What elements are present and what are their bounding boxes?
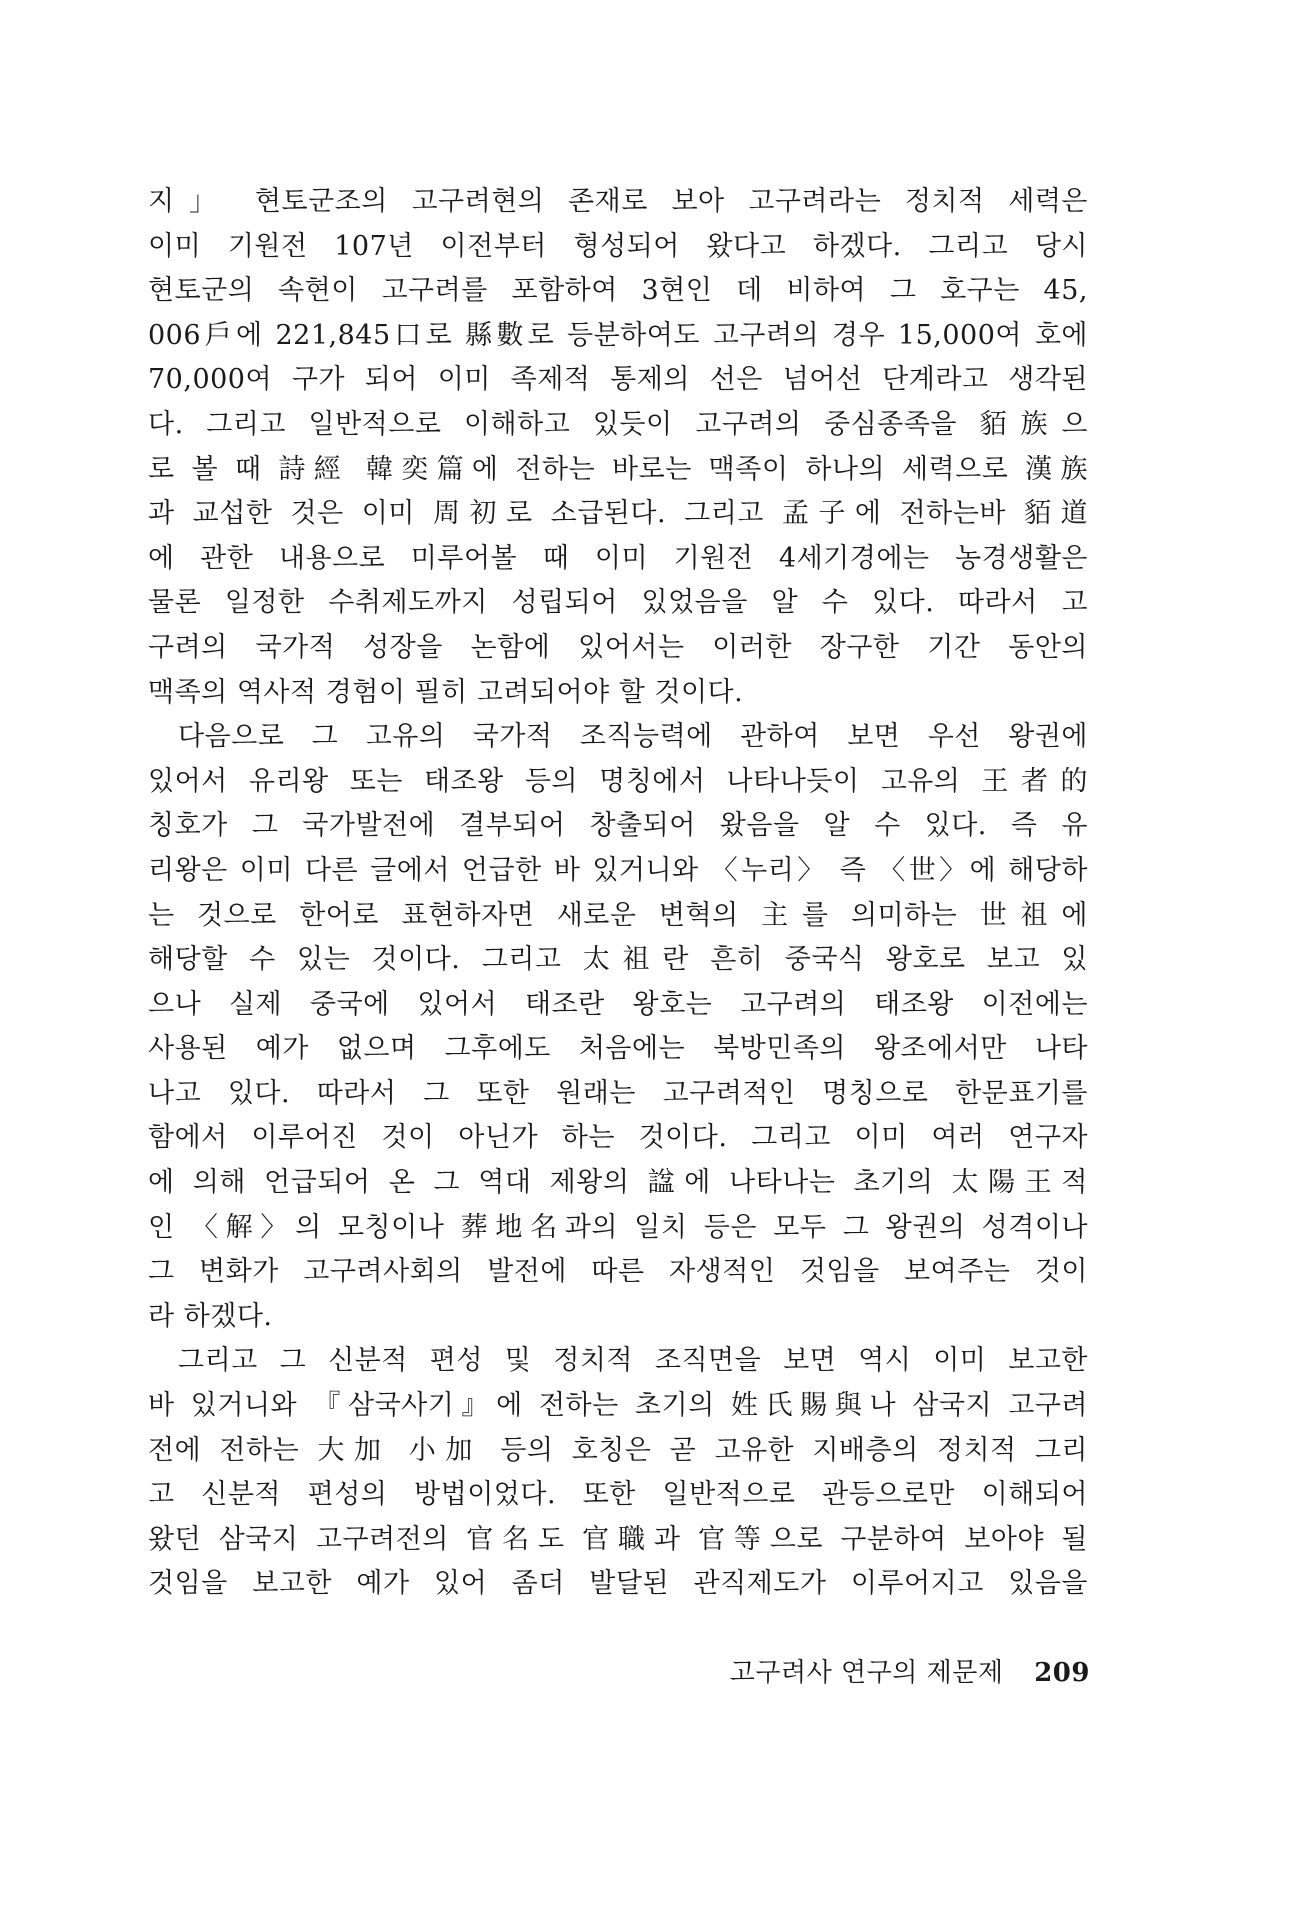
running-footer [730, 1652, 1090, 1689]
paragraph-start-line: 그리고 그 신분적 편성 및 정치적 조직면을 보면 역시 이미 보고한 [178, 1345, 1088, 1377]
text-line: 칭호가 그 국가발전에 결부되어 창출되어 왔음을 알 수 있다. 즉 유 [148, 810, 1088, 842]
text-line: 로 볼 때 詩經 韓奕篇에 전하는 바로는 맥족이 하나의 세력으로 漢族 [148, 453, 1088, 485]
text-line: 과 교섭한 것은 이미 周初로 소급된다. 그리고 孟子에 전하는바 貊道 [148, 498, 1088, 530]
running-title: 고구려사 연구의 제문제 [729, 1658, 1004, 1688]
text-line: 전에 전하는 大加 小加 등의 호칭은 곧 고유한 지배층의 정치적 그리 [148, 1434, 1088, 1466]
text-line: 왔던 삼국지 고구려전의 官名도 官職과 官等으로 구분하여 보아야 될 [148, 1523, 1088, 1555]
paragraph-start-line: 다음으로 그 고유의 국가적 조직능력에 관하여 보면 우선 왕권에 [178, 721, 1088, 753]
text-line: 006戶에 221,845口로 縣數로 등분하여도 고구려의 경우 15,000여 호에 [148, 319, 1088, 351]
text-line: 라 하겠다. [148, 1300, 273, 1332]
text-line: 는 것으로 한어로 표현하자면 새로운 변혁의 主를 의미하는 世祖에 [148, 899, 1088, 931]
text-line: 사용된 예가 없으며 그후에도 처음에는 북방민족의 왕조에서만 나타 [148, 1033, 1088, 1065]
text-line: 구려의 국가적 성장을 논함에 있어서는 이러한 장구한 기간 동안의 [148, 631, 1088, 663]
text-line: 물론 일정한 수취제도까지 성립되어 있었음을 알 수 있다. 따라서 고 [148, 587, 1088, 619]
text-line: 고 신분적 편성의 방법이었다. 또한 일반적으로 관등으로만 이해되어 [148, 1479, 1088, 1511]
page-number: 209 [1034, 1658, 1090, 1688]
text-line: 70,000여 구가 되어 이미 족제적 통제의 선은 넘어선 단계라고 생각된 [148, 364, 1088, 396]
text-line: 이미 기원전 107년 이전부터 형성되어 왔다고 하겠다. 그리고 당시 [148, 230, 1088, 262]
text-line: 나고 있다. 따라서 그 또한 원래는 고구려적인 명칭으로 한문표기를 [148, 1077, 1088, 1109]
text-line: 있어서 유리왕 또는 태조왕 등의 명칭에서 나타나듯이 고유의 王者的 [148, 765, 1088, 797]
text-line: 맥족의 역사적 경험이 필히 고려되어야 할 것이다. [148, 676, 744, 708]
text-line: 다. 그리고 일반적으로 이해하고 있듯이 고구려의 중심종족을 貊族으 [148, 408, 1088, 440]
text-line: 것임을 보고한 예가 있어 좀더 발달된 관직제도가 이루어지고 있음을 [148, 1568, 1088, 1600]
text-line: 리왕은 이미 다른 글에서 언급한 바 있거니와 〈누리〉 즉 〈世〉에 해당하 [148, 854, 1088, 886]
text-line: 으나 실제 중국에 있어서 태조란 왕호는 고구려의 태조왕 이전에는 [148, 988, 1088, 1020]
text-line: 그 변화가 고구려사회의 발전에 따른 자생적인 것임을 보여주는 것이 [148, 1256, 1088, 1288]
text-line: 인 〈解〉의 모칭이나 葬地名과의 일치 등은 모두 그 왕권의 성격이나 [148, 1211, 1088, 1243]
text-line: 현토군의 속현이 고구려를 포함하여 3현인 데 비하여 그 호구는 45, [148, 275, 1088, 307]
text-line: 지」 현토군조의 고구려현의 존재로 보아 고구려라는 정치적 세력은 [148, 186, 1088, 217]
text-line: 해당할 수 있는 것이다. 그리고 太祖란 흔히 중국식 왕호로 보고 있 [148, 944, 1088, 976]
text-line: 함에서 이루어진 것이 아닌가 하는 것이다. 그리고 이미 여러 연구자 [148, 1122, 1088, 1154]
text-line: 에 관한 내용으로 미루어볼 때 이미 기원전 4세기경에는 농경생활은 [148, 542, 1088, 574]
text-line: 에 의해 언급되어 온 그 역대 제왕의 諡에 나타나는 초기의 太陽王적 [148, 1167, 1088, 1199]
body-text [148, 180, 1088, 1607]
text-line: 바 있거니와 『삼국사기』에 전하는 초기의 姓氏賜與나 삼국지 고구려 [148, 1390, 1088, 1422]
